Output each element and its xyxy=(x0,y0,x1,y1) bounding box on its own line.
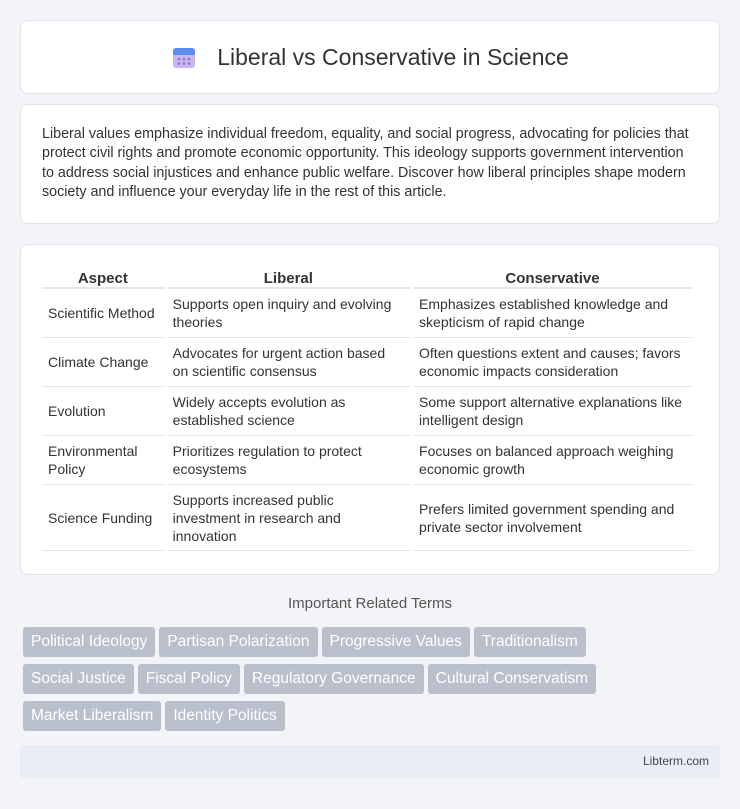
term-tag[interactable]: Social Justice xyxy=(23,664,134,694)
cell-liberal: Widely accepts evolution as established science xyxy=(167,387,410,436)
page-title: Liberal vs Conservative in Science xyxy=(217,43,569,70)
cell-aspect: Evolution xyxy=(42,387,164,436)
cell-aspect: Climate Change xyxy=(42,338,164,387)
table-row xyxy=(42,436,692,485)
cell-aspect: Science Funding xyxy=(42,485,164,551)
comparison-table xyxy=(39,267,695,551)
table-row xyxy=(42,289,692,338)
cell-conservative: Prefers limited government spending and private sector involvement xyxy=(413,485,692,551)
related-terms-list xyxy=(23,627,723,738)
cell-conservative: Emphasizes established knowledge and skepticism of rapid change xyxy=(413,289,692,338)
cell-liberal: Advocates for urgent action based on scientific consensus xyxy=(167,338,410,387)
term-tag[interactable]: Cultural Conservatism xyxy=(428,664,596,694)
calendar-icon xyxy=(171,44,197,70)
term-tag[interactable]: Traditionalism xyxy=(474,627,586,657)
comparison-table-card xyxy=(20,244,720,575)
term-tag[interactable]: Fiscal Policy xyxy=(138,664,240,694)
table-row xyxy=(42,387,692,436)
intro-card xyxy=(20,104,720,224)
cell-conservative: Some support alternative explanations like intelligent design xyxy=(413,387,692,436)
table-header-row xyxy=(42,267,692,289)
footer xyxy=(20,745,720,778)
table-row xyxy=(42,485,692,551)
table-row xyxy=(42,338,692,387)
term-tag[interactable]: Regulatory Governance xyxy=(244,664,424,694)
related-terms-title: Important Related Terms xyxy=(288,595,452,612)
cell-conservative: Often questions extent and causes; favors economic impacts consideration xyxy=(413,338,692,387)
term-tag[interactable]: Partisan Polarization xyxy=(159,627,317,657)
header-aspect: Aspect xyxy=(42,267,164,289)
cell-conservative: Focuses on balanced approach weighing economic growth xyxy=(413,436,692,485)
term-tag[interactable]: Market Liberalism xyxy=(23,701,161,731)
term-tag[interactable]: Identity Politics xyxy=(165,701,284,731)
cell-aspect: Scientific Method xyxy=(42,289,164,338)
header-conservative: Conservative xyxy=(413,267,692,289)
term-tag[interactable]: Progressive Values xyxy=(322,627,470,657)
intro-text: Liberal values emphasize individual freedom, equality, and social progress, advocating for policies that protect civil rights and promote economic opportunity. This ideology supports government intervention to address social injustices and enhance public welfare. Discover how liberal principles shape modern society and influence your everyday life in the rest of this article. xyxy=(42,126,689,201)
cell-liberal: Supports increased public investment in research and innovation xyxy=(167,485,410,551)
footer-site-link[interactable]: Libterm.com xyxy=(642,754,709,768)
term-tag[interactable]: Political Ideology xyxy=(23,627,155,657)
header-card xyxy=(20,20,720,94)
cell-liberal: Supports open inquiry and evolving theories xyxy=(167,289,410,338)
cell-liberal: Prioritizes regulation to protect ecosystems xyxy=(167,436,410,485)
cell-aspect: Environmental Policy xyxy=(42,436,164,485)
header-liberal: Liberal xyxy=(167,267,410,289)
